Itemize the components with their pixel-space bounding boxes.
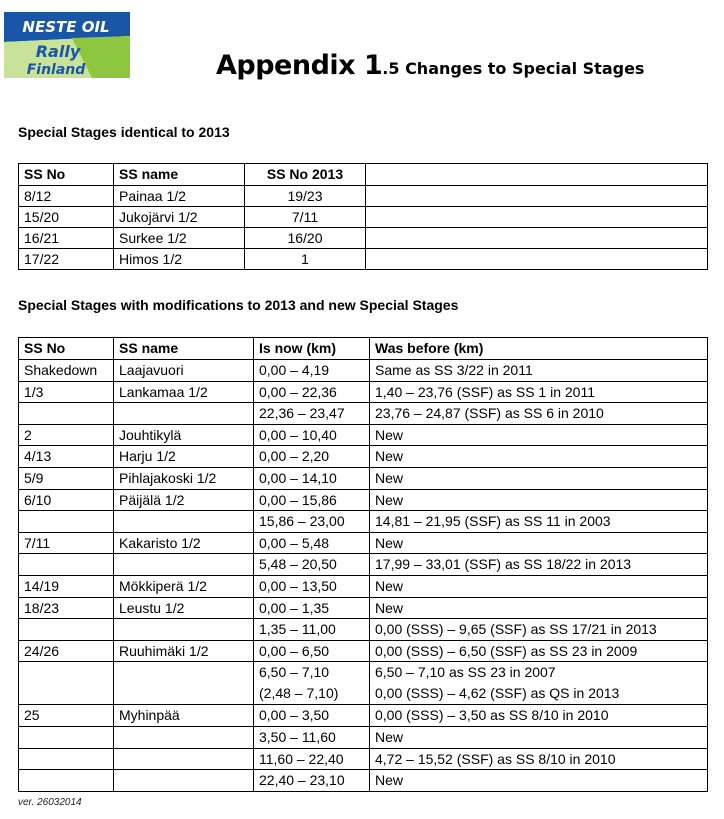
table-row — [19, 249, 708, 270]
info-cell: New — [370, 532, 708, 554]
ss-no-cell: Shakedown — [19, 360, 114, 382]
info-cell — [366, 249, 708, 270]
table-row — [19, 424, 708, 446]
info-cell: 23,76 – 24,87 (SSF) as SS 6 in 2010 — [370, 403, 708, 425]
version-note: ver. 26032014 — [18, 797, 82, 808]
logo-brand-text: NESTE OIL — [22, 18, 110, 36]
table-row — [19, 511, 708, 533]
col-header-was-before: Was before (km) — [370, 338, 708, 360]
table-row — [19, 662, 708, 705]
ss-no-cell: 16/21 — [19, 228, 114, 249]
km-cell: 0,00 – 10,40 — [254, 424, 370, 446]
table-header-row — [19, 164, 708, 186]
km-cell: 1,35 – 11,00 — [254, 619, 370, 641]
ss-name-cell: Mökkiperä 1/2 — [114, 575, 254, 597]
km-cell: 22,36 – 23,47 — [254, 403, 370, 425]
ss-no-cell: 14/19 — [19, 575, 114, 597]
page-title-main: Appendix 1 — [216, 50, 383, 81]
logo-rally-text: Rally — [35, 42, 81, 61]
ss-name-cell: Myhinpää — [114, 705, 254, 727]
info-cell: New — [370, 424, 708, 446]
info-cell — [366, 228, 708, 249]
neste-oil-rally-finland-logo — [2, 10, 130, 80]
table-row — [19, 467, 708, 489]
km-cell: 19/23 — [245, 186, 366, 207]
ss-name-cell — [114, 554, 254, 576]
km-cell: 15,86 – 23,00 — [254, 511, 370, 533]
ss-name-cell — [114, 770, 254, 792]
info-cell: 4,72 – 15,52 (SSF) as SS 8/10 in 2010 — [370, 748, 708, 770]
table-row — [19, 186, 708, 207]
km-cell: 0,00 – 3,50 — [254, 705, 370, 727]
km-cell: 16/20 — [245, 228, 366, 249]
ss-name-cell: Pihlajakoski 1/2 — [114, 467, 254, 489]
table-row — [19, 532, 708, 554]
km-cell: 7/11 — [245, 207, 366, 228]
km-cell: 0,00 – 1,35 — [254, 597, 370, 619]
ss-no-cell: 5/9 — [19, 467, 114, 489]
table-row — [19, 619, 708, 641]
ss-no-cell: 8/12 — [19, 186, 114, 207]
info-cell: New — [370, 489, 708, 511]
logo-finland-text: Finland — [26, 62, 86, 78]
page-title-sub: .5 Changes to Special Stages — [382, 59, 645, 78]
info-cell: 6,50 – 7,10 as SS 23 in 2007 0,00 (SSS) – 4,62 (SSF) as QS in 2013 — [370, 662, 708, 705]
km-cell: 0,00 – 4,19 — [254, 360, 370, 382]
info-cell: New — [370, 446, 708, 468]
table-row — [19, 207, 708, 228]
km-cell: 11,60 – 22,40 — [254, 748, 370, 770]
ss-name-cell — [114, 511, 254, 533]
table-row — [19, 640, 708, 662]
km-cell: 0,00 – 2,20 — [254, 446, 370, 468]
km-cell: 0,00 – 5,48 — [254, 532, 370, 554]
table-row — [19, 748, 708, 770]
ss-name-cell — [114, 748, 254, 770]
ss-no-cell — [19, 662, 114, 705]
ss-name-cell: Painaa 1/2 — [114, 186, 245, 207]
table-row — [19, 554, 708, 576]
table-row — [19, 360, 708, 382]
ss-no-cell: 2 — [19, 424, 114, 446]
info-cell: New — [370, 770, 708, 792]
table-row — [19, 489, 708, 511]
modified-stages-table — [18, 337, 708, 792]
info-cell: New — [370, 597, 708, 619]
ss-no-cell: 17/22 — [19, 249, 114, 270]
ss-name-cell: Jukojärvi 1/2 — [114, 207, 245, 228]
ss-no-cell: 25 — [19, 705, 114, 727]
ss-no-cell: 15/20 — [19, 207, 114, 228]
ss-no-cell: 4/13 — [19, 446, 114, 468]
ss-name-cell — [114, 662, 254, 705]
ss-no-cell: 24/26 — [19, 640, 114, 662]
col-header-empty — [366, 164, 708, 186]
info-cell: 14,81 – 21,95 (SSF) as SS 11 in 2003 — [370, 511, 708, 533]
col-header-is-now: Is now (km) — [254, 338, 370, 360]
ss-name-cell: Laajavuori — [114, 360, 254, 382]
ss-name-cell: Päijälä 1/2 — [114, 489, 254, 511]
section-identical-heading: Special Stages identical to 2013 — [18, 124, 230, 140]
ss-name-cell: Surkee 1/2 — [114, 228, 245, 249]
info-cell: 1,40 – 23,76 (SSF) as SS 1 in 2011 — [370, 381, 708, 403]
info-cell: Same as SS 3/22 in 2011 — [370, 360, 708, 382]
ss-no-cell: 6/10 — [19, 489, 114, 511]
page-title — [216, 50, 644, 81]
km-cell: 22,40 – 23,10 — [254, 770, 370, 792]
ss-name-cell: Lankamaa 1/2 — [114, 381, 254, 403]
col-header-ss-name: SS name — [114, 338, 254, 360]
info-cell: New — [370, 575, 708, 597]
info-cell — [366, 186, 708, 207]
col-header-ss-no: SS No — [19, 338, 114, 360]
info-cell: New — [370, 467, 708, 489]
table-row — [19, 446, 708, 468]
ss-name-cell: Ruuhimäki 1/2 — [114, 640, 254, 662]
ss-no-cell — [19, 403, 114, 425]
table-row — [19, 228, 708, 249]
km-cell: 0,00 – 14,10 — [254, 467, 370, 489]
km-cell: 6,50 – 7,10 (2,48 – 7,10) — [254, 662, 370, 705]
info-cell: 17,99 – 33,01 (SSF) as SS 18/22 in 2013 — [370, 554, 708, 576]
ss-no-cell: 7/11 — [19, 532, 114, 554]
table-row — [19, 381, 708, 403]
ss-no-cell — [19, 554, 114, 576]
table-row — [19, 403, 708, 425]
info-cell: 0,00 (SSS) – 9,65 (SSF) as SS 17/21 in 2013 — [370, 619, 708, 641]
ss-no-cell — [19, 619, 114, 641]
km-cell: 1 — [245, 249, 366, 270]
ss-name-cell: Leustu 1/2 — [114, 597, 254, 619]
col-header-ss-no-2013: SS No 2013 — [245, 164, 366, 186]
km-cell: 0,00 – 13,50 — [254, 575, 370, 597]
col-header-ss-name: SS name — [114, 164, 245, 186]
info-cell: 0,00 (SSS) – 6,50 (SSF) as SS 23 in 2009 — [370, 640, 708, 662]
km-cell: 0,00 – 22,36 — [254, 381, 370, 403]
table-row — [19, 575, 708, 597]
km-cell: 0,00 – 15,86 — [254, 489, 370, 511]
table-row — [19, 770, 708, 792]
ss-name-cell: Jouhtikylä — [114, 424, 254, 446]
ss-no-cell — [19, 726, 114, 748]
ss-no-cell — [19, 511, 114, 533]
ss-name-cell: Himos 1/2 — [114, 249, 245, 270]
ss-name-cell — [114, 726, 254, 748]
table-row — [19, 597, 708, 619]
info-cell — [366, 207, 708, 228]
ss-no-cell: 1/3 — [19, 381, 114, 403]
section-modified-heading: Special Stages with modifications to 2013 and new Special Stages — [18, 297, 459, 313]
info-cell: New — [370, 726, 708, 748]
identical-stages-table — [18, 163, 708, 270]
ss-no-cell: 18/23 — [19, 597, 114, 619]
ss-name-cell: Harju 1/2 — [114, 446, 254, 468]
table-row — [19, 705, 708, 727]
ss-name-cell — [114, 619, 254, 641]
table-header-row — [19, 338, 708, 360]
km-cell: 0,00 – 6,50 — [254, 640, 370, 662]
ss-no-cell — [19, 748, 114, 770]
km-cell: 5,48 – 20,50 — [254, 554, 370, 576]
table-row — [19, 726, 708, 748]
km-cell: 3,50 – 11,60 — [254, 726, 370, 748]
ss-name-cell: Kakaristo 1/2 — [114, 532, 254, 554]
ss-name-cell — [114, 403, 254, 425]
col-header-ss-no: SS No — [19, 164, 114, 186]
info-cell: 0,00 (SSS) – 3,50 as SS 8/10 in 2010 — [370, 705, 708, 727]
ss-no-cell — [19, 770, 114, 792]
